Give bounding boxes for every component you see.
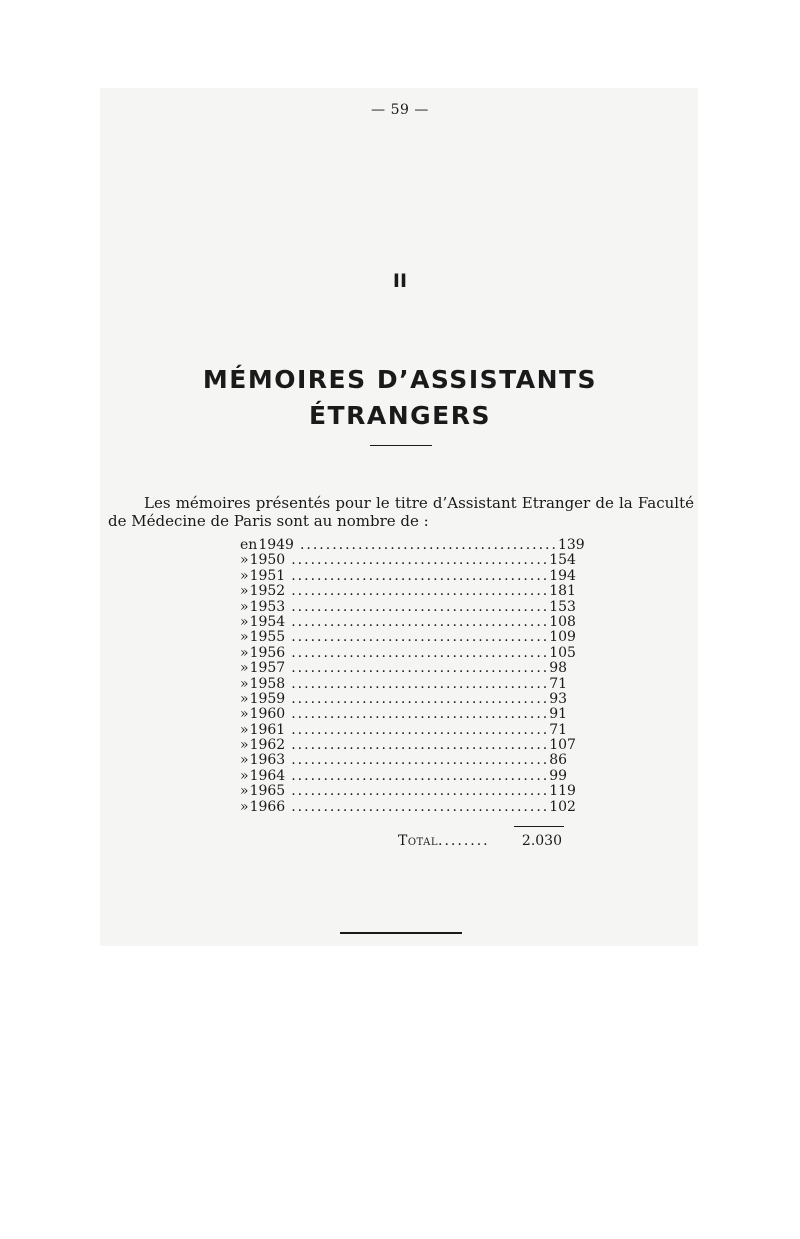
table-row <box>240 598 576 615</box>
leader-dots: ........................................ <box>291 675 550 692</box>
leader-dots: ........................................ <box>291 629 550 646</box>
leader-dots: ........................................ <box>291 737 550 754</box>
row-year: 1963 <box>249 752 286 769</box>
row-year: 1964 <box>249 767 286 784</box>
section-title-line-2: ÉTRANGERS <box>308 401 491 430</box>
row-year: 1955 <box>249 629 286 646</box>
intro-line-1: Les mémoires présentés pour le titre d’Assistant Etranger de la Faculté <box>144 494 694 512</box>
row-prefix: » <box>240 737 249 754</box>
row-year: 1958 <box>249 675 286 692</box>
table-row <box>240 677 566 692</box>
row-year: 1949 <box>258 537 294 553</box>
leader-dots: ........................................ <box>291 721 550 738</box>
table-row <box>240 613 576 630</box>
table-row <box>240 707 566 722</box>
leader-dots: ........................................ <box>299 537 558 553</box>
row-count: 99 <box>549 767 568 784</box>
row-prefix: en <box>240 537 258 553</box>
table-row <box>240 537 585 553</box>
intro-line-2: de Médecine de Paris sont au nombre de : <box>108 512 429 530</box>
row-count: 153 <box>549 598 576 615</box>
table-row <box>240 583 576 600</box>
row-prefix: » <box>240 706 249 723</box>
row-year: 1959 <box>249 690 286 707</box>
row-year: 1966 <box>249 798 286 815</box>
row-prefix: » <box>240 583 249 600</box>
leader-dots: ........................................ <box>291 567 550 584</box>
leader-dots: ........................................ <box>291 644 550 661</box>
row-prefix: » <box>240 690 249 707</box>
table-row <box>240 629 576 646</box>
leader-dots: ........................................ <box>291 660 550 677</box>
row-count: 139 <box>557 537 585 553</box>
row-count: 86 <box>549 752 568 769</box>
intro-paragraph <box>108 494 694 530</box>
row-prefix: » <box>240 644 249 661</box>
row-prefix: » <box>240 613 249 630</box>
row-count: 98 <box>549 660 568 677</box>
row-year: 1950 <box>249 552 286 569</box>
row-count: 107 <box>549 737 576 754</box>
table-row <box>240 753 566 768</box>
total-divider <box>514 826 564 827</box>
table-row <box>240 798 576 815</box>
leader-dots: ........................................ <box>291 690 550 707</box>
row-prefix: » <box>240 767 249 784</box>
row-count: 119 <box>549 783 576 800</box>
row-year: 1953 <box>249 598 286 615</box>
row-prefix: » <box>240 798 249 815</box>
leader-dots: ........................................ <box>291 767 550 784</box>
row-count: 109 <box>549 629 576 646</box>
row-prefix: » <box>240 567 249 584</box>
row-prefix: » <box>240 660 249 677</box>
section-title <box>0 362 800 434</box>
table-row <box>240 661 566 676</box>
row-prefix: » <box>240 752 249 769</box>
page-number: — 59 — <box>371 102 429 118</box>
title-divider <box>370 445 432 446</box>
row-count: 91 <box>549 706 568 723</box>
yearly-count-table <box>240 537 585 815</box>
leader-dots: ........................................ <box>291 752 550 769</box>
section-numeral: II <box>392 270 408 292</box>
total-row <box>398 833 566 849</box>
table-row <box>240 723 566 738</box>
leader-dots: ........................................ <box>291 598 550 615</box>
table-row <box>240 644 576 661</box>
leader-dots: ........................................ <box>291 798 550 815</box>
closing-divider <box>340 932 462 934</box>
leader-dots: ........................................ <box>291 783 550 800</box>
row-year: 1961 <box>249 721 286 738</box>
row-count: 105 <box>549 644 576 661</box>
row-prefix: » <box>240 783 249 800</box>
row-year: 1962 <box>249 737 286 754</box>
row-prefix: » <box>240 629 249 646</box>
leader-dots: ........................................ <box>291 583 550 600</box>
row-year: 1960 <box>249 706 286 723</box>
table-row <box>240 769 566 784</box>
table-row <box>240 783 576 800</box>
row-count: 93 <box>549 690 568 707</box>
row-year: 1951 <box>249 567 286 584</box>
row-count: 194 <box>549 567 576 584</box>
row-count: 181 <box>549 583 576 600</box>
table-row <box>240 552 576 569</box>
row-count: 71 <box>549 721 568 738</box>
row-prefix: » <box>240 552 249 569</box>
row-year: 1957 <box>249 660 286 677</box>
table-row <box>240 567 576 584</box>
row-count: 108 <box>549 613 576 630</box>
leader-dots: ........................................ <box>291 706 550 723</box>
total-value: 2.030 <box>521 833 562 849</box>
row-prefix: » <box>240 721 249 738</box>
section-title-line-1: MÉMOIRES D’ASSISTANTS <box>202 365 598 394</box>
row-count: 71 <box>549 675 568 692</box>
row-year: 1956 <box>249 644 286 661</box>
leader-dots: ........................................ <box>291 613 550 630</box>
row-year: 1954 <box>249 613 286 630</box>
leader-dots: ........................................ <box>291 552 550 569</box>
table-row <box>240 737 576 754</box>
total-leader-dots: ........ <box>438 833 490 849</box>
row-count: 102 <box>549 798 576 815</box>
row-year: 1965 <box>249 783 286 800</box>
total-label: Total <box>398 833 439 849</box>
row-count: 154 <box>549 552 576 569</box>
table-row <box>240 692 566 707</box>
row-year: 1952 <box>249 583 286 600</box>
row-prefix: » <box>240 675 249 692</box>
row-prefix: » <box>240 598 249 615</box>
